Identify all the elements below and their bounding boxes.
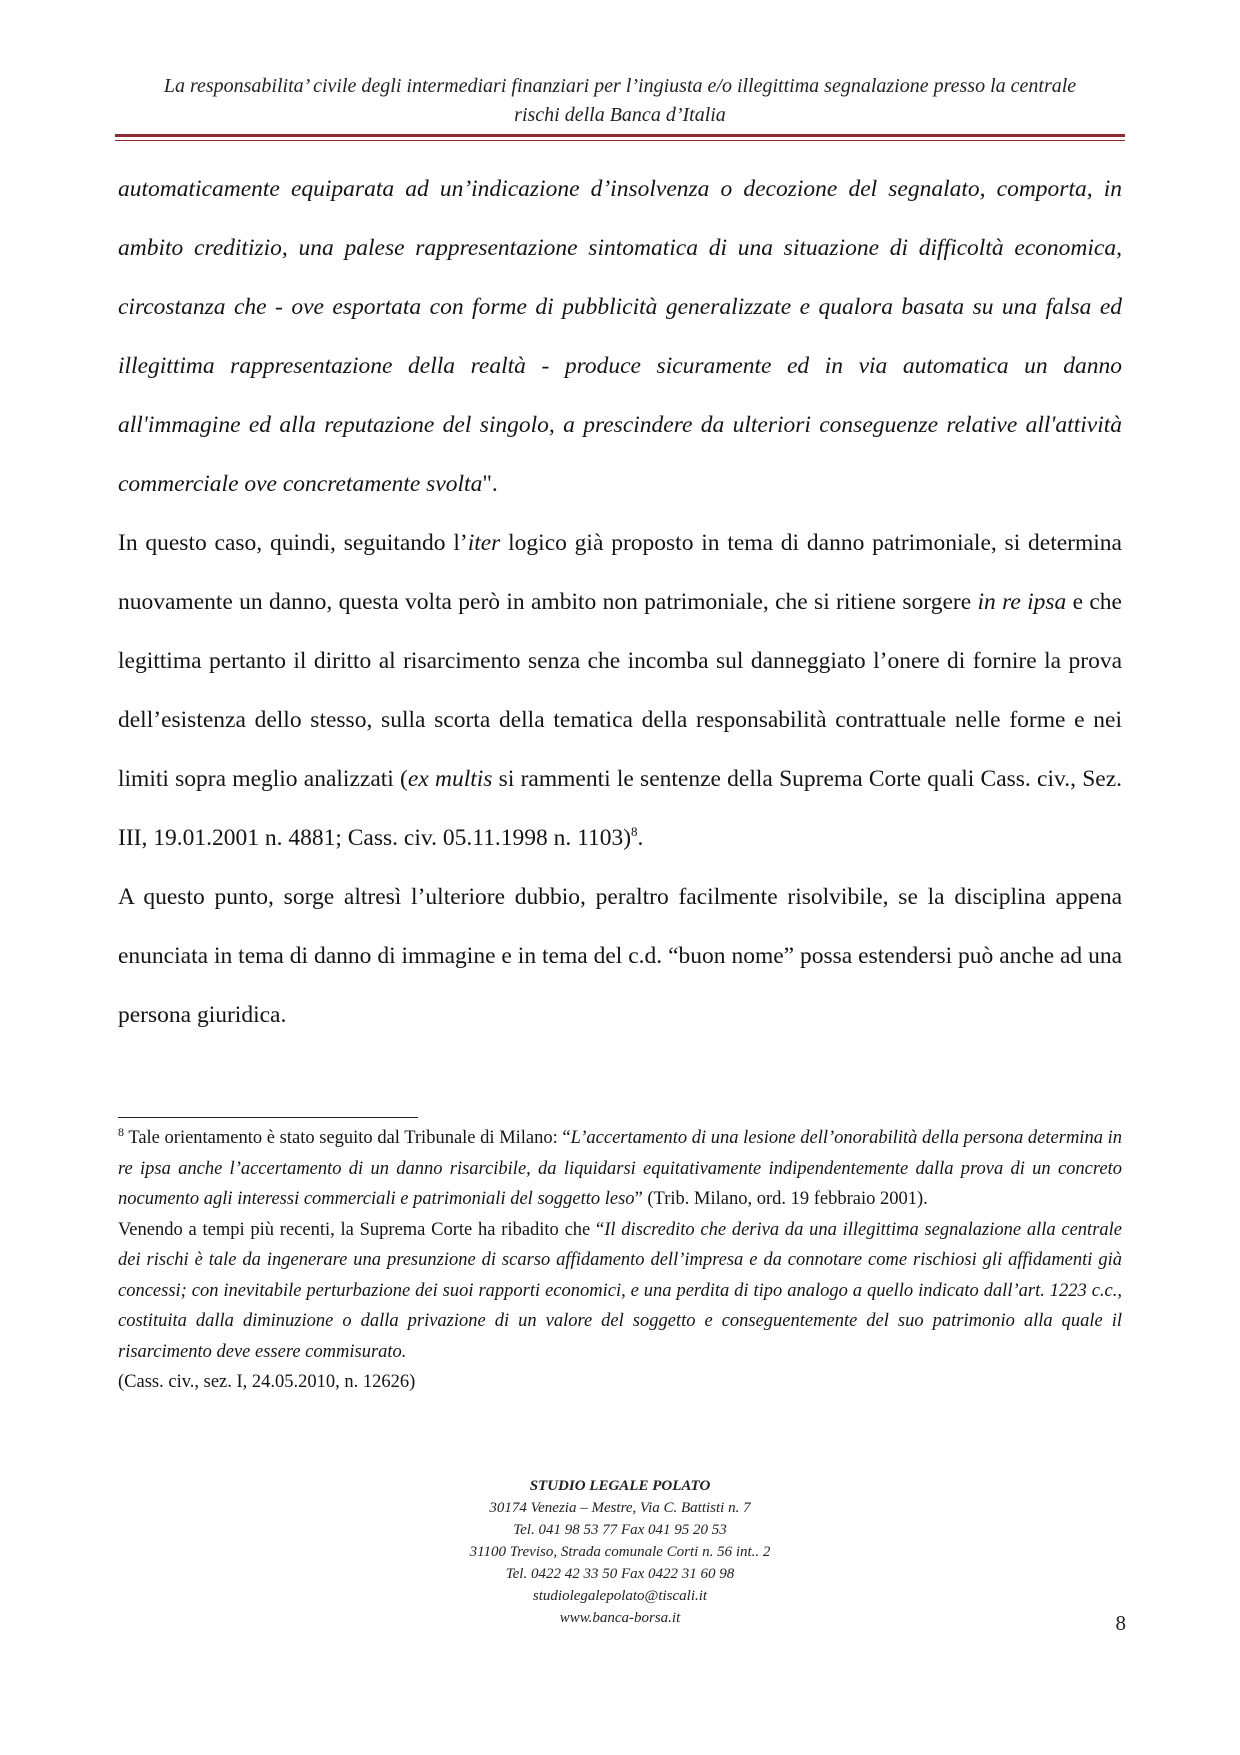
phone-treviso: Tel. 0422 42 33 50 Fax 0422 31 60 98 xyxy=(505,1566,735,1582)
header-rule-thin xyxy=(115,140,1125,141)
text-run: logico già proposto in tema di danno patrimoniale, si determina nuovamente un danno, questa volta però in ambito non patrimoniale, che si ritiene sorgere xyxy=(118,530,1122,615)
firm-name: STUDIO LEGALE POLATO xyxy=(529,1478,711,1494)
phone-venezia: Tel. 041 98 53 77 Fax 041 95 20 53 xyxy=(513,1522,727,1538)
text-run: . xyxy=(637,825,644,851)
body-text xyxy=(118,160,1122,1045)
footnote-8-part-2 xyxy=(118,1215,1122,1368)
header-title-line-1: La responsabilita’ civile degli intermediari finanziari per l’ingiusta e/o illegittima segnalazione presso la centrale xyxy=(163,75,1077,97)
footnotes xyxy=(118,1123,1122,1398)
website-link[interactable]: www.banca-borsa.it xyxy=(559,1610,681,1626)
address-treviso: 31100 Treviso, Strada comunale Corti n. 56 int.. 2 xyxy=(469,1544,771,1560)
footnote-quote-milano: L’accertamento di una lesione dell’onorabilità della persona determina in re ipsa anche l’accertamento di un danno risarcibile, da liquidarsi equitativamente indipendentemente dalla prova di un concreto nocumento agli interessi commerciali e patrimoniali del soggetto leso xyxy=(118,1128,1122,1209)
header-title-line-2: rischi della Banca d’Italia xyxy=(514,104,726,126)
quote-text: automaticamente equiparata ad un’indicazione d’insolvenza o decozione del segnalato, comporta, in ambito creditizio, una palese rappresentazione sintomatica di una situazione di difficoltà economica, circostanza che - ove esportata con forme di pubblicità generalizzate e qualora basata su una falsa ed illegittima rappresentazione della realtà - produce sicuramente ed in via automatica un danno all'immagine ed alla reputazione del singolo, a prescindere da ulteriori conseguenze relative all'attività commerciale ove concretamente svolta xyxy=(118,176,1122,497)
text-run: Tale orientamento è stato seguito dal Tribunale di Milano: “ xyxy=(124,1128,571,1148)
text-run: Venendo a tempi più recenti, la Suprema Corte ha ribadito che “ xyxy=(118,1219,605,1240)
italic-term-ex-multis: ex multis xyxy=(407,766,493,792)
text-run: In questo caso, quindi, seguitando l’ xyxy=(118,530,468,556)
quote-close: ". xyxy=(482,471,498,497)
firm-footer xyxy=(320,1475,920,1629)
footnote-quote-cassazione: Il discredito che deriva da una illegittima segnalazione alla centrale dei rischi è tale da ingenerare una presunzione di scarso affidamento dell’impresa e da connotare come rischiosi gli affidamenti già concessi; con inevitabile perturbazione dei suoi rapporti economici, e una perdita di tipo analogo a quello indicato dall’art. 1223 c.c., costituita dalla diminuzione o dalla privazione di un valore del soggetto e conseguentemente del suo patrimonio alla quale il risarcimento deve essere commisurato. xyxy=(118,1219,1122,1362)
paragraph-persona-giuridica: A questo punto, sorge altresì l’ulteriore dubbio, peraltro facilmente risolvibile, se la disciplina appena enunciata in tema di danno di immagine e in tema del c.d. “buon nome” possa estendersi può anche ad una persona giuridica. xyxy=(118,884,1122,1028)
header-rule-thick xyxy=(115,134,1125,137)
running-header xyxy=(115,72,1125,130)
text-run: si rammenti le sentenze della Suprema Corte quali Cass. civ., Sez. III, 19.01.2001 n. 4881; Cass. civ. 05.11.1998 n. 1103) xyxy=(118,766,1122,851)
italic-term-iter: iter xyxy=(467,530,501,556)
text-run: e che legittima pertanto il diritto al risarcimento senza che incomba sul danneggiato l’onere di fornire la prova dell’esistenza dello stesso, sulla scorta della tematica della responsabilità contrattuale nelle forme e nei limiti sopra meglio analizzati ( xyxy=(118,589,1122,792)
footnote-separator xyxy=(118,1117,418,1118)
email-link[interactable]: studiolegalepolato@tiscali.it xyxy=(532,1588,708,1604)
footnote-mark: 8 xyxy=(118,1124,124,1139)
address-venezia: 30174 Venezia – Mestre, Via C. Battisti n. 7 xyxy=(489,1500,751,1516)
footnote-citation: (Cass. civ., sez. I, 24.05.2010, n. 12626) xyxy=(118,1372,416,1392)
footnote-reference[interactable]: 8 xyxy=(631,824,638,840)
footnote-8-part-1 xyxy=(118,1123,1122,1215)
text-run: ” (Trib. Milano, ord. 19 febbraio 2001). xyxy=(634,1189,928,1209)
paragraph-danno-non-patrimoniale xyxy=(118,514,1122,868)
page-number: 8 xyxy=(1115,1611,1126,1635)
paragraph-quote-continuation xyxy=(118,160,1122,514)
italic-term-in-re-ipsa: in re ipsa xyxy=(977,589,1067,615)
